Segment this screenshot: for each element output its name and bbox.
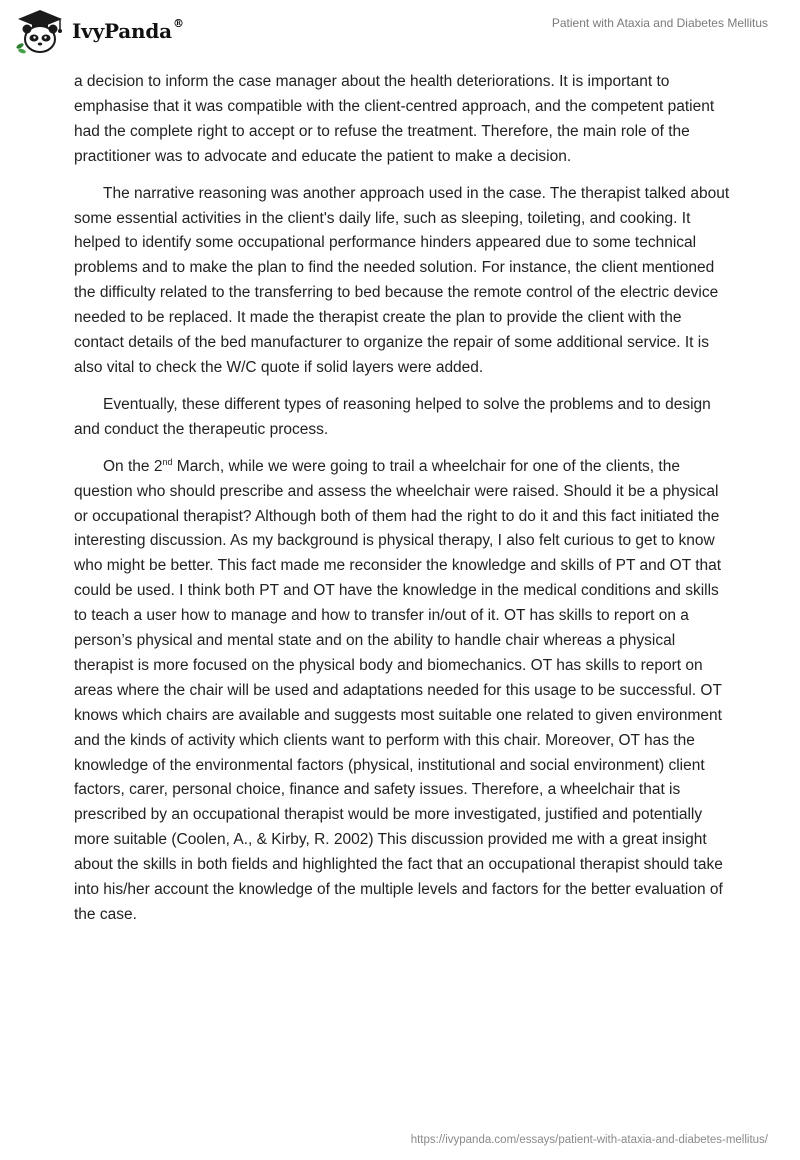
paragraph-2: The narrative reasoning was another approach used in the case. The therapist talked about some essential activities in the client's daily life, such as sleeping, toileting, and cooking. It helped to identify some occupational performance hinders appeared due to some technical problems and to make the plan to find the needed solution. For instance, the client mentioned the difficulty related to the transferring to bed because the remote control of the electric device needed to be replaced. It made the therapist create the plan to provide the client with the contact details of the bed manufacturer to organize the repair of some additional service. It is also vital to check the W/C quote if solid layers were added. <box>74 184 730 376</box>
paragraph-1: a decision to inform the case manager about the health deteriorations. It is important to emphasise that it was compatible with the client-centred approach, and the competent patient had the complete right to accept or to refuse the treatment. Therefore, the main role of the practitioner was to advocate and educate the patient to make a decision. <box>74 73 715 165</box>
paragraph-4-start: On the 2 <box>103 457 163 475</box>
paragraph-4-rest: March, while we were going to trail a wheelchair for one of the clients, the question who should prescribe and assess the wheelchair were raised. Should it be a physical or occupational therapist? Although both of them had the right to do it and this fact initiated the interesting discussion. As my background is physical therapy, I also felt curious to get to know who might be better. This fact made me reconsider the knowledge and skills of PT and OT that could be used. I think both PT and OT have the knowledge in the medical conditions and skills to teach a user how to manage and how to transfer in/out of it. OT has skills to report on a person’s physical and mental state and on the ability to handle chair whereas a physical therapist is more focused on the physical body and biomechanics. OT has skills to report on areas where the chair will be used and adaptations needed for this usage to be successful. OT knows which chairs are available and suggests most suitable one related to given environment and the kinds of activity which clients want to perform with this chair. Moreover, OT has the knowledge of the environmental factors (physical, institutional and social environment) client factors, carer, personal choice, finance and safety issues. Therefore, a wheelchair that is prescribed by an occupational therapist would be more investigated, justified and potentially more suitable (Coolen, A., & Kirby, R. 2002) This discussion provided me with a great insight about the skills in both fields and highlighted the fact that an occupational therapist should take into his/her account the knowledge of the multiple levels and factors for the better evaluation of the case. <box>74 457 723 923</box>
page-header <box>0 0 800 66</box>
registered-mark: ® <box>172 17 184 30</box>
document-title: Patient with Ataxia and Diabetes Mellitus <box>551 16 768 30</box>
ordinal-suffix: nd <box>162 456 173 467</box>
brand-logo[interactable] <box>14 8 184 54</box>
panda-graduation-cap-icon <box>14 8 66 54</box>
paragraph-3: Eventually, these different types of reasoning helped to solve the problems and to design and conduct the therapeutic process. <box>74 395 711 438</box>
brand-name-text: IvyPanda <box>72 19 172 43</box>
source-url[interactable]: https://ivypanda.com/essays/patient-with-ataxia-and-diabetes-mellitus/ <box>410 1134 768 1146</box>
brand-name <box>72 19 184 43</box>
essay-body <box>74 70 734 940</box>
paragraph-4 <box>74 455 734 928</box>
